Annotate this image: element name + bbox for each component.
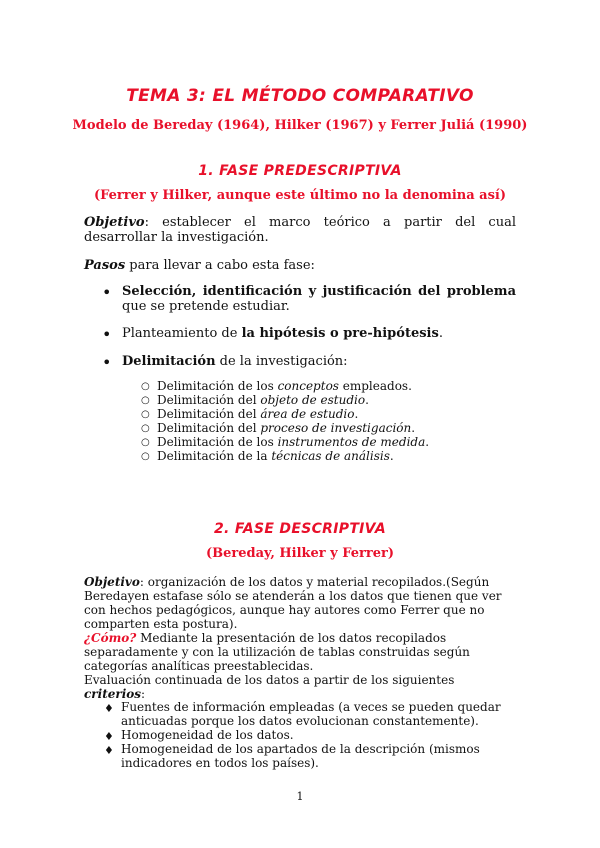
list-item-bold: Selección, identificación y justificación del problema — [122, 284, 516, 299]
section1-pasos — [84, 258, 516, 273]
como-label: ¿Cómo? — [84, 631, 137, 645]
section2-subheading: (Bereday, Hilker y Ferrer) — [205, 546, 395, 561]
sub-item: Delimitación de los conceptos empleados. — [157, 379, 412, 393]
circle-bullet-icon: ○ — [141, 451, 150, 462]
diamond-bullet-icon: ♦ — [104, 702, 114, 715]
list-item-bold: la hipótesis o pre-hipótesis — [241, 326, 439, 341]
list-item-bold: Delimitación — [122, 354, 216, 369]
pasos-label: Pasos — [84, 258, 126, 273]
sub-item: Delimitación del área de estudio. — [157, 407, 359, 421]
objetivo-note: (Según Beredayen estafase sólo se atenderán a los datos que tienen que ver con hechos pedagógicos, aunque hay autores como Ferrer que no comparten esta postura). — [84, 575, 502, 631]
objetivo-label: Objetivo — [84, 575, 140, 589]
diamond-bullet-icon: ♦ — [104, 730, 114, 743]
sub-item: Delimitación de la técnicas de análisis. — [157, 449, 394, 463]
list-item-text: . — [438, 326, 443, 341]
objetivo-text: : organización de los datos y material recopilados. — [139, 575, 447, 589]
document-subtitle: Modelo de Bereday (1964), Hilker (1967) y Ferrer Juliá (1990) — [72, 118, 528, 133]
bullet-icon: • — [102, 353, 112, 372]
circle-bullet-icon: ○ — [141, 423, 150, 434]
list-item-text: de la investigación: — [215, 354, 348, 369]
section1-subheading: (Ferrer y Hilker, aunque este último no la denomina así) — [93, 188, 507, 203]
circle-bullet-icon: ○ — [141, 409, 150, 420]
criterio-item: Homogeneidad de los datos. — [121, 728, 294, 742]
circle-bullet-icon: ○ — [141, 395, 150, 406]
sub-item: Delimitación del proceso de investigación. — [157, 421, 416, 435]
list-item — [122, 284, 516, 314]
list-item — [122, 354, 516, 369]
criterio-item: Fuentes de información empleadas (a veces se pueden quedar anticuadas porque los datos evolucionan constantemente). — [121, 700, 501, 728]
objetivo-text: : establecer el marco teórico a partir del cual desarrollar la investigación. — [84, 215, 516, 245]
section2-heading: 2. FASE DESCRIPTIVA — [213, 521, 387, 537]
objetivo-label: Objetivo — [84, 215, 145, 230]
bullet-icon: • — [102, 325, 112, 344]
section1-heading: 1. FASE PREDESCRIPTIVA — [198, 163, 402, 179]
list-item-text: que se pretende estudiar. — [122, 299, 290, 314]
criterios-label: criterios — [84, 687, 142, 701]
section1-objetivo — [84, 215, 516, 245]
page-number: 1 — [296, 790, 304, 803]
sub-item: Delimitación del objeto de estudio. — [157, 393, 369, 407]
document-title: TEMA 3: EL MÉTODO COMPARATIVO — [126, 86, 474, 106]
section2-evaluacion: Evaluación continuada de los datos a partir de los siguientes criterios: — [84, 673, 455, 701]
circle-bullet-icon: ○ — [141, 437, 150, 448]
diamond-bullet-icon: ♦ — [104, 744, 114, 757]
criterio-item: Homogeneidad de los apartados de la descripción (mismos indicadores en todos los países). — [121, 742, 480, 770]
section2-como — [84, 631, 516, 673]
list-item-text: Planteamiento de — [122, 326, 242, 341]
circle-bullet-icon: ○ — [141, 381, 150, 392]
pasos-text: para llevar a cabo esta fase: — [125, 258, 315, 273]
section2-objetivo — [84, 575, 516, 631]
como-text: Mediante la presentación de los datos recopilados separadamente y con la utilización de tablas construidas según categorías analíticas preestablecidas. — [84, 631, 470, 673]
list-item — [122, 326, 516, 341]
sub-item: Delimitación de los instrumentos de medida. — [157, 435, 430, 449]
bullet-icon: • — [102, 283, 112, 302]
